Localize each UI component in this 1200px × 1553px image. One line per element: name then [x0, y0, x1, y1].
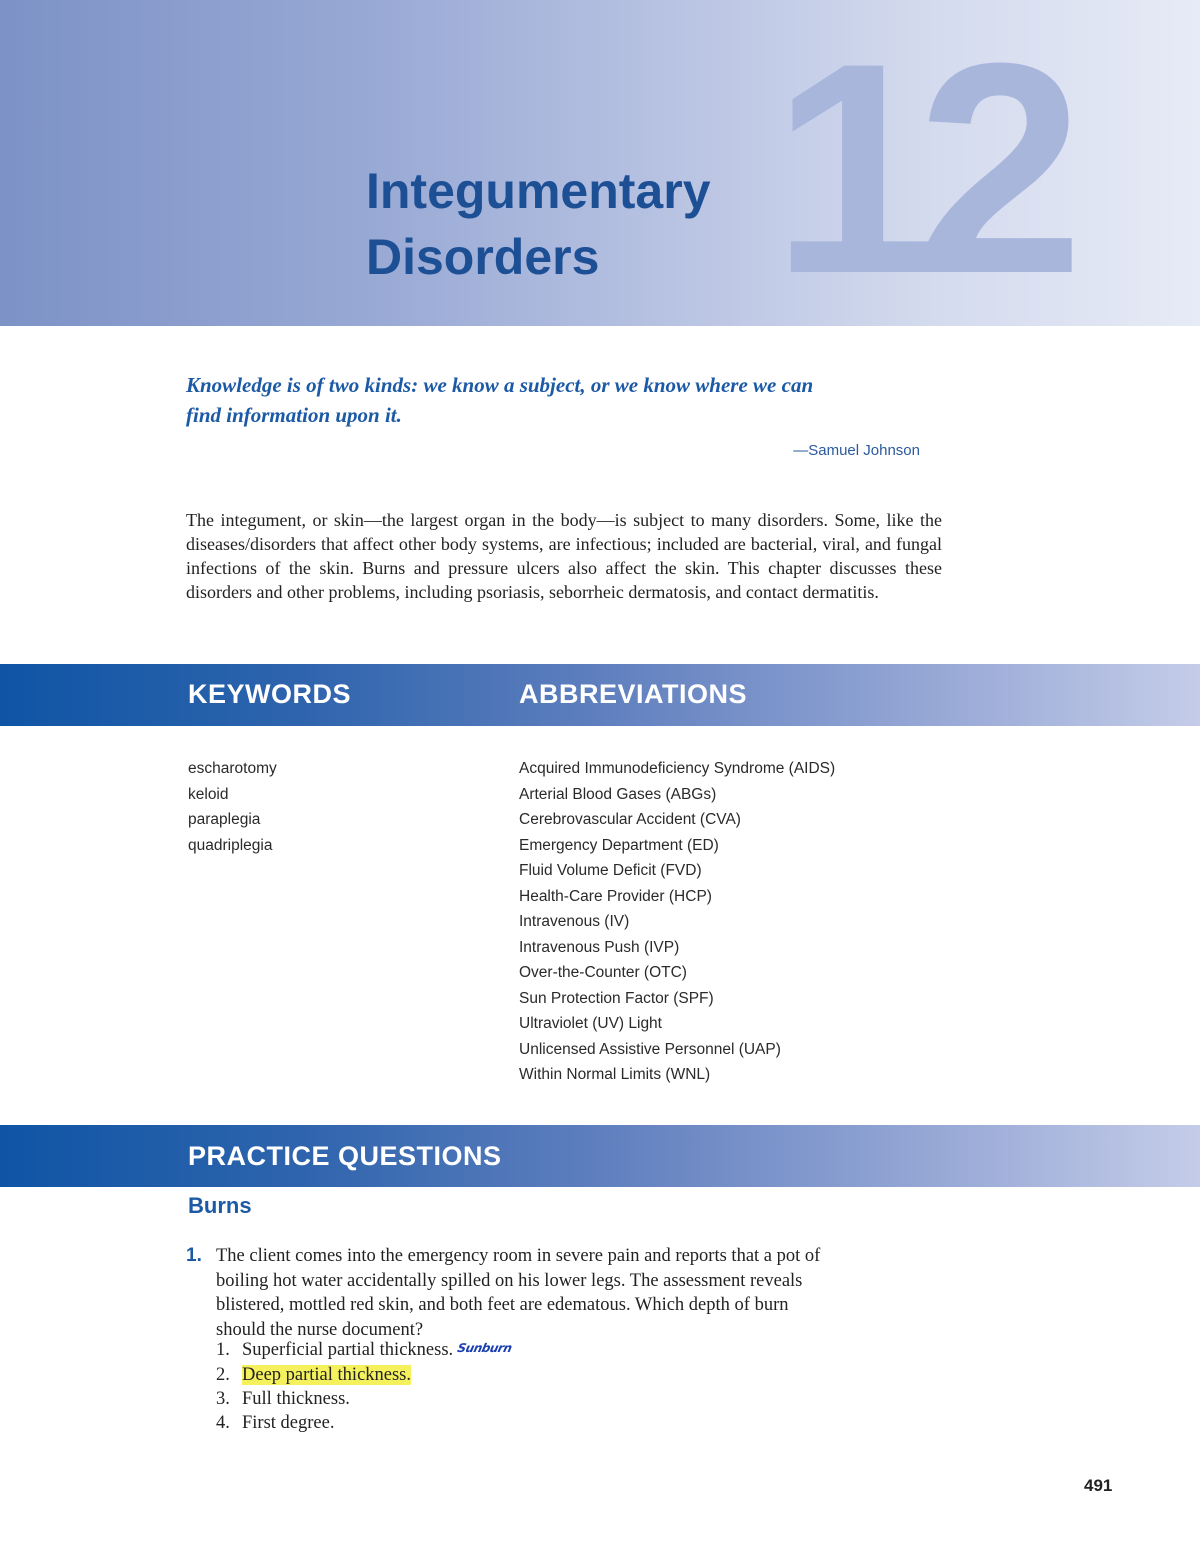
option-text-highlighted: Deep partial thickness.: [242, 1365, 412, 1385]
option-text: Full thickness.: [242, 1389, 350, 1409]
epigraph-attribution: —Samuel Johnson: [793, 442, 920, 459]
abbreviation-item: Cerebrovascular Accident (CVA): [519, 811, 741, 828]
option-text: First degree.: [242, 1413, 335, 1433]
abbreviation-item: Acquired Immunodeficiency Syndrome (AIDS): [519, 760, 836, 777]
chapter-number: 12: [772, 0, 1062, 326]
practice-questions-heading: PRACTICE QUESTIONS: [188, 1141, 502, 1171]
abbreviation-item: Ultraviolet (UV) Light: [519, 1015, 662, 1032]
question-stem-line: The client comes into the emergency room in severe pain and reports that a pot of: [216, 1246, 821, 1266]
abbreviation-item: Intravenous Push (IVP): [519, 938, 680, 956]
answer-options: [216, 1338, 514, 1435]
abbreviations-list: [519, 756, 1019, 1088]
answer-option-2[interactable]: [216, 1363, 511, 1387]
abbreviation-item: Fluid Volume Deficit (FVD): [519, 862, 702, 879]
chapter-title-line-2: Disorders: [366, 229, 600, 285]
keyword-item: keloid: [188, 785, 229, 803]
chapter-title: [366, 158, 711, 290]
option-number: 2.: [216, 1365, 230, 1385]
page-number: 491: [1084, 1476, 1113, 1495]
epigraph-quote: [186, 370, 946, 430]
answer-option-3[interactable]: [216, 1387, 511, 1411]
option-number: 3.: [216, 1389, 230, 1409]
abbreviation-item: Intravenous (IV): [519, 913, 630, 930]
option-number: 4.: [216, 1413, 230, 1433]
question-stem: [216, 1244, 916, 1342]
abbreviation-item: Within Normal Limits (WNL): [519, 1066, 711, 1083]
handwritten-note: Sunburn: [456, 1341, 514, 1355]
question-stem-line: blistered, mottled red skin, and both feet are edematous. Which depth of burn: [216, 1295, 789, 1315]
question-number: 1.: [186, 1245, 202, 1266]
keyword-item: escharotomy: [188, 760, 277, 777]
abbreviation-item: Over-the-Counter (OTC): [519, 964, 687, 981]
abbreviation-item: Unlicensed Assistive Personnel (UAP): [519, 1040, 781, 1058]
epigraph-line-2: find information upon it.: [186, 403, 402, 427]
option-text: Superficial partial thickness.: [242, 1340, 454, 1360]
intro-paragraph: The integument, or skin—the largest organ in the body—is subject to many disorders. Some, like the diseases/disorders that affect other body systems, are infectious; included are bacterial, viral, and fungal infections of the skin. Burns and pressure ulcers also affect the skin. This chapter discusses these disorders and other problems, including psoriasis, seborrheic dermatosis, and contact dermatitis.: [186, 510, 942, 602]
option-number: 1.: [216, 1340, 230, 1360]
keyword-item: paraplegia: [188, 811, 261, 828]
epigraph-line-1: Knowledge is of two kinds: we know a subject, or we know where we can: [186, 373, 814, 397]
keyword-item: quadriplegia: [188, 836, 273, 854]
answer-option-4[interactable]: [216, 1411, 511, 1435]
keywords-heading: KEYWORDS: [188, 679, 352, 709]
chapter-header-banner: [0, 0, 1200, 326]
chapter-title-line-1: Integumentary: [366, 163, 711, 219]
question-stem-line: boiling hot water accidentally spilled on his lower legs. The assessment reveals: [216, 1270, 803, 1291]
abbreviation-item: Emergency Department (ED): [519, 836, 719, 854]
answer-option-1[interactable]: [216, 1338, 514, 1363]
burns-subheading: Burns: [188, 1193, 252, 1218]
practice-questions-bar: [0, 1125, 1200, 1187]
abbreviation-item: Health-Care Provider (HCP): [519, 887, 712, 905]
question-stem-line: should the nurse document?: [216, 1319, 424, 1340]
abbreviation-item: Sun Protection Factor (SPF): [519, 989, 714, 1007]
keywords-abbreviations-bar: [0, 664, 1200, 726]
abbreviations-heading: ABBREVIATIONS: [519, 679, 748, 709]
keywords-list: [188, 756, 488, 858]
abbreviation-item: Arterial Blood Gases (ABGs): [519, 785, 717, 803]
